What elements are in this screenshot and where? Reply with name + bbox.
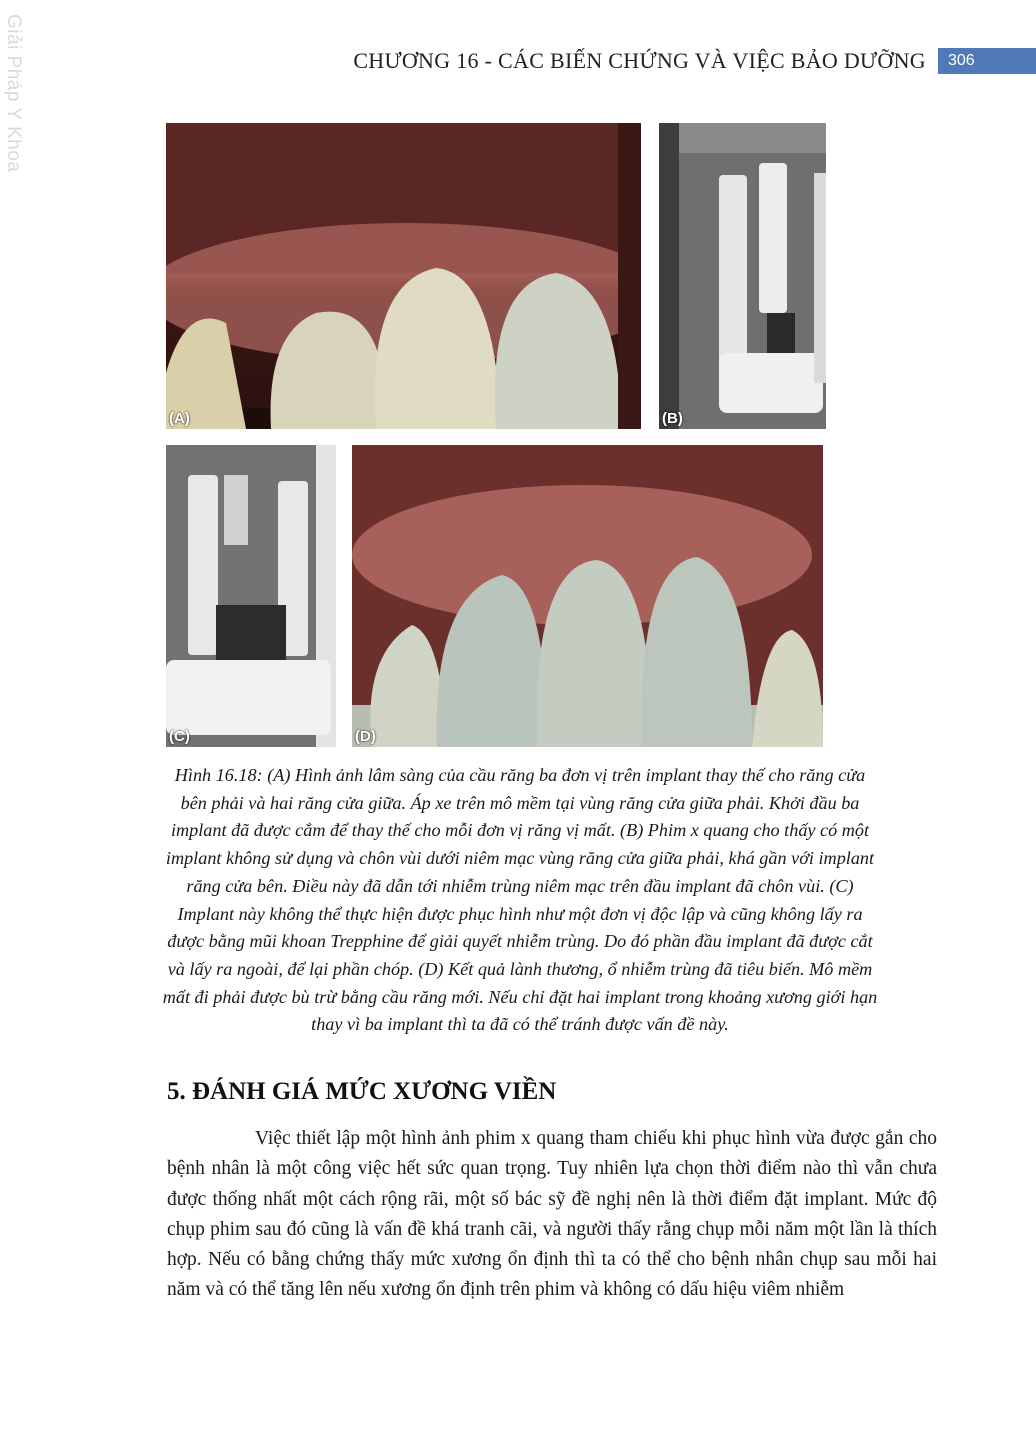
figure-c-label: (C) [169,728,190,745]
figure-caption: Hình 16.18: (A) Hình ảnh lâm sàng của cầu răng ba đơn vị trên implant thay thế cho răng cửa bên phải và hai răng cửa giữa. Áp xe trên mô mềm tại vùng răng cửa giữa phải. Khởi đầu ba implant đã được cắm để thay thế cho mỗi đơn vị răng vị mất. (B) Phim x quang cho thấy có một implant không sử dụng và chôn vùi dưới niêm mạc vùng răng cửa giữa phải, khá gần với implant răng cửa bên. Điều này đã dẫn tới nhiễm trùng niêm mạc trên đầu implant đã chôn vùi. (C) Implant này không thể thực hiện được phục hình như một đơn vị độc lập và cũng không lấy ra được bằng mũi khoan Trepphine để giải quyết nhiễm trùng. Do đó phần đầu implant đã được cắt và lấy ra ngoài, để lại phần chóp. (D) Kết quả lành thương, ổ nhiễm trùng đã tiêu biến. Mô mềm mất đi phải được bù trừ bằng cầu răng mới. Nếu chỉ đặt hai implant trong khoảng xương giới hạn thay vì ba implant thì ta đã có thể tránh được vấn đề này. [162,765,878,1035]
figure-a-label: (A) [169,410,190,427]
watermark: Giải Pháp Y Khoa [3,14,24,173]
body-paragraph: Việc thiết lập một hình ảnh phim x quang tham chiếu khi phục hình vừa được gắn cho bệnh nhân là một công việc hết sức quan trọng. Tuy nhiên lựa chọn thời điểm nào thì vẫn chưa được thống nhất một cách rộng rãi, một số bác sỹ đề nghị nên là thời điểm đặt implant. Mức độ chụp phim sau đó cũng là vấn đề khá tranh cãi, và người thấy rằng chụp mỗi năm một lần là thích hợp. Nếu có bằng chứng thấy mức xương ổn định thì ta có thể cho bệnh nhân chụp sau mỗi hai năm và có thể tăng lên nếu xương ổn định trên phim và không có dấu hiệu viêm nhiễm [167,1128,937,1301]
figure-c-xray [166,445,336,747]
chapter-title: CHƯƠNG 16 - CÁC BIẾN CHỨNG VÀ VIỆC BẢO DƯỠNG [353,48,926,73]
figure-d-label: (D) [355,728,376,745]
page-header [0,46,1036,76]
figure-d-clinical-photo [352,445,823,747]
figure-b-xray [659,123,826,429]
figure-a-clinical-photo [166,123,641,429]
figure-d-image [352,445,823,747]
section-heading: 5. ĐÁNH GIÁ MỨC XƯƠNG VIỀN [167,1078,557,1105]
figure-c-image [166,445,336,747]
page-number: 306 [938,48,1036,74]
figure-b-label: (B) [662,410,683,427]
figure-b-image [659,123,826,429]
figure-a-image [166,123,641,429]
